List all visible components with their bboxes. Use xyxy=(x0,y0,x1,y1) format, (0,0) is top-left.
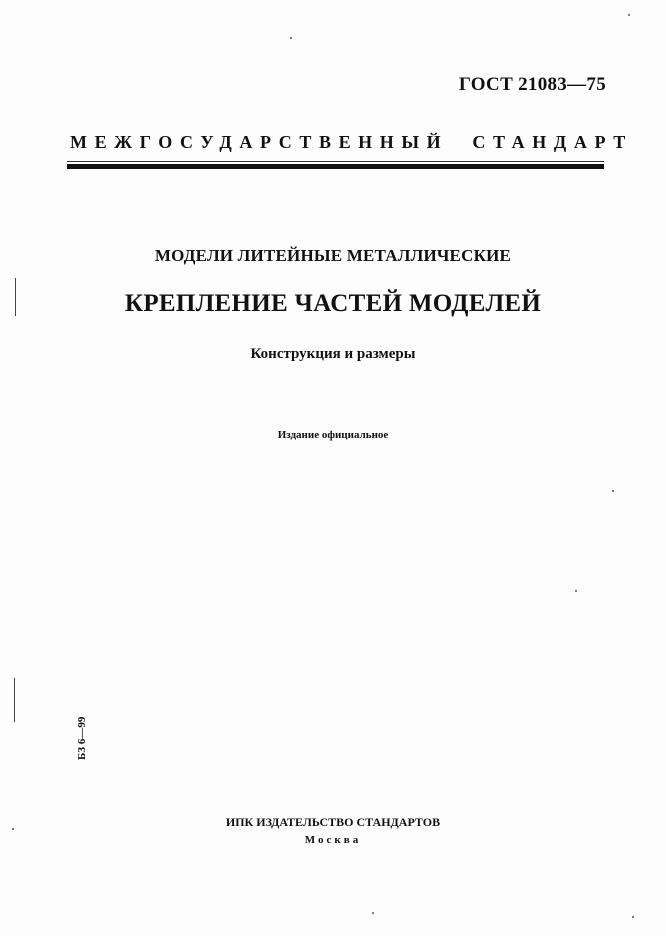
publisher-name: ИПК ИЗДАТЕЛЬСТВО СТАНДАРТОВ xyxy=(225,815,441,829)
header-rule-thin xyxy=(67,161,604,162)
scan-margin-line xyxy=(14,678,15,722)
document-subtitle: Конструкция и размеры xyxy=(250,346,416,362)
scan-speck xyxy=(628,14,630,16)
standard-type-heading: МЕЖГОСУДАРСТВЕННЫЙ СТАНДАРТ xyxy=(70,132,633,152)
edition-note: Издание официальное xyxy=(277,429,389,441)
scan-speck xyxy=(575,590,577,592)
scan-speck xyxy=(290,37,292,39)
scan-speck xyxy=(372,912,374,914)
document-number: ГОСТ 21083—75 xyxy=(458,74,606,95)
document-title: КРЕПЛЕНИЕ ЧАСТЕЙ МОДЕЛЕЙ xyxy=(124,290,542,317)
scan-speck xyxy=(632,916,634,918)
scan-speck xyxy=(612,490,614,492)
side-code: БЗ 6—99 xyxy=(76,716,88,760)
publisher-city: Москва xyxy=(304,834,362,846)
header-rule xyxy=(67,164,604,169)
document-subject: МОДЕЛИ ЛИТЕЙНЫЕ МЕТАЛЛИЧЕСКИЕ xyxy=(154,246,512,265)
